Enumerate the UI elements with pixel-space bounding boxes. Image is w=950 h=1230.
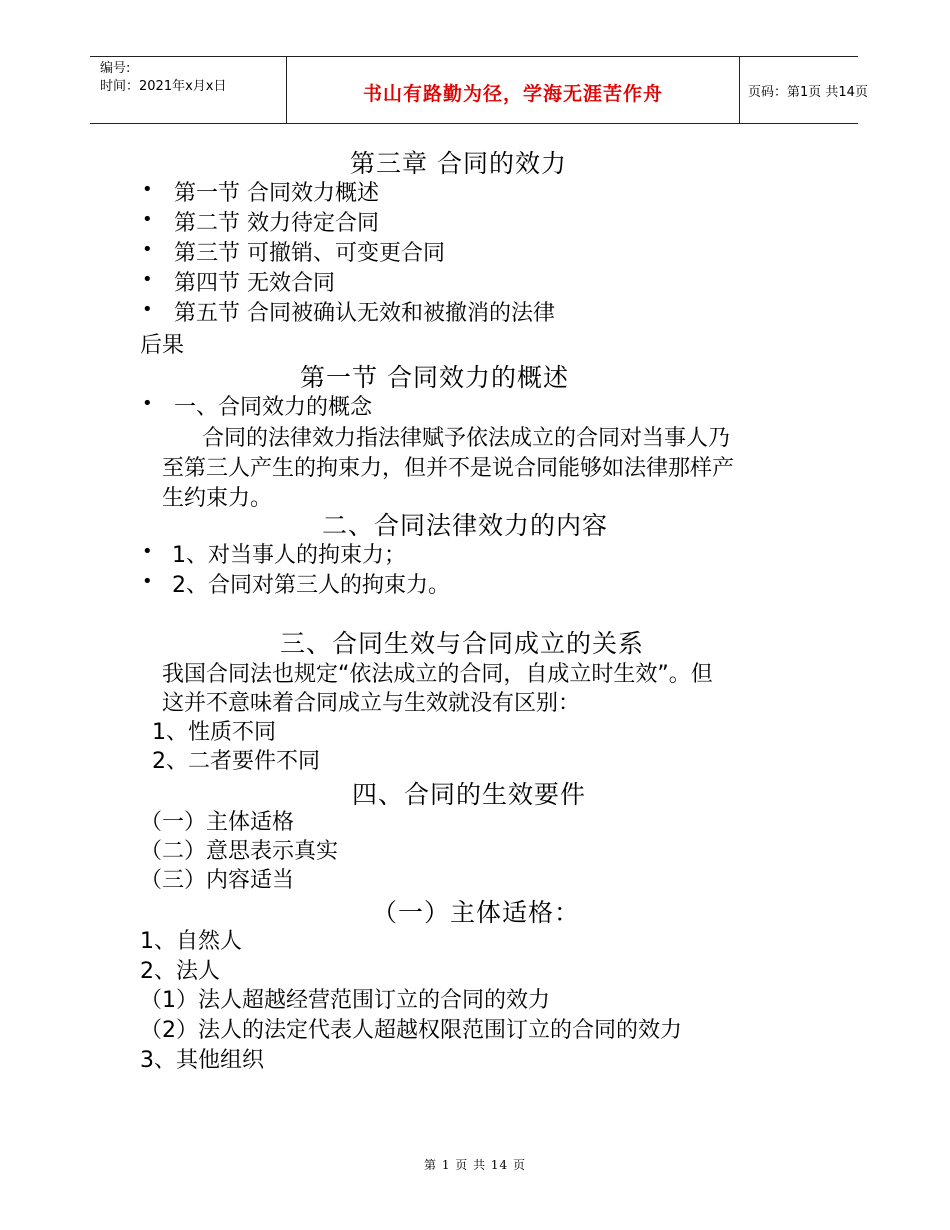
bullet-icon: • — [142, 209, 153, 230]
requirement-item: （一）主体适格 — [140, 810, 295, 835]
page-info: 页码：第1页 共14页 — [748, 85, 868, 100]
toc-item: 第一节 合同效力概述 — [174, 181, 379, 206]
section-title: 第一节 合同效力的概述 — [300, 363, 569, 392]
content-heading: 二、合同法律效力的内容 — [322, 511, 609, 540]
requirement-item: （三）内容适当 — [140, 868, 295, 893]
header-right-cell — [740, 57, 868, 123]
bullet-icon: • — [142, 299, 153, 320]
subject-heading: （一）主体适格： — [372, 898, 581, 927]
concept-paragraph-line: 合同的法律效力指法律赋予依法成立的合同对当事人乃 — [202, 426, 731, 451]
relation-paragraph-line: 我国合同法也规定“依法成立的合同，自成立时生效”。但 — [162, 662, 713, 687]
requirement-item: （二）意思表示真实 — [140, 839, 339, 864]
subject-item: 3、其他组织 — [140, 1048, 264, 1073]
toc-item-wrap: 后果 — [140, 333, 185, 358]
motto-text: 书山有路勤为径，学海无涯苦作舟 — [362, 83, 663, 105]
concept-paragraph-line: 至第三人产生的拘束力，但并不是说合同能够如法律那样产 — [162, 456, 735, 481]
subject-item: 2、法人 — [140, 959, 220, 984]
bullet-icon: • — [142, 541, 153, 562]
toc-item: 第五节 合同被确认无效和被撤消的法律 — [174, 301, 555, 326]
toc-item: 第三节 可撤销、可变更合同 — [174, 241, 445, 266]
bullet-icon: • — [142, 179, 153, 200]
bullet-icon: • — [142, 239, 153, 260]
toc-item: 第四节 无效合同 — [174, 271, 335, 296]
relation-item: 1、性质不同 — [152, 720, 276, 745]
requirements-heading: 四、合同的生效要件 — [352, 780, 587, 809]
page-header — [90, 56, 868, 124]
page-footer: 第 1 页 共 14 页 — [424, 1158, 526, 1172]
bullet-icon: • — [142, 571, 153, 592]
relation-paragraph-line: 这并不意味着合同成立与生效就没有区别： — [162, 691, 581, 716]
content-item: 1、对当事人的拘束力； — [172, 543, 406, 568]
serial-label: 编号: — [100, 61, 131, 76]
header-motto-cell — [286, 57, 740, 123]
time-label: 时间：2021年x月x日 — [100, 79, 227, 94]
subject-item: （1）法人超越经营范围订立的合同的效力 — [140, 988, 550, 1013]
relation-item: 2、二者要件不同 — [152, 749, 320, 774]
bullet-icon: • — [142, 269, 153, 290]
subject-item: 1、自然人 — [140, 929, 242, 954]
bullet-icon: • — [142, 393, 153, 414]
content-item: 2、合同对第三人的拘束力。 — [172, 573, 450, 598]
header-left-cell — [90, 57, 286, 123]
toc-item: 第二节 效力待定合同 — [174, 211, 379, 236]
chapter-title: 第三章 合同的效力 — [350, 149, 567, 178]
concept-paragraph-line: 生约束力。 — [162, 486, 273, 511]
concept-heading: 一、合同效力的概念 — [174, 395, 373, 420]
subject-item: （2）法人的法定代表人超越权限范围订立的合同的效力 — [140, 1018, 682, 1043]
relation-heading: 三、合同生效与合同成立的关系 — [280, 629, 645, 658]
